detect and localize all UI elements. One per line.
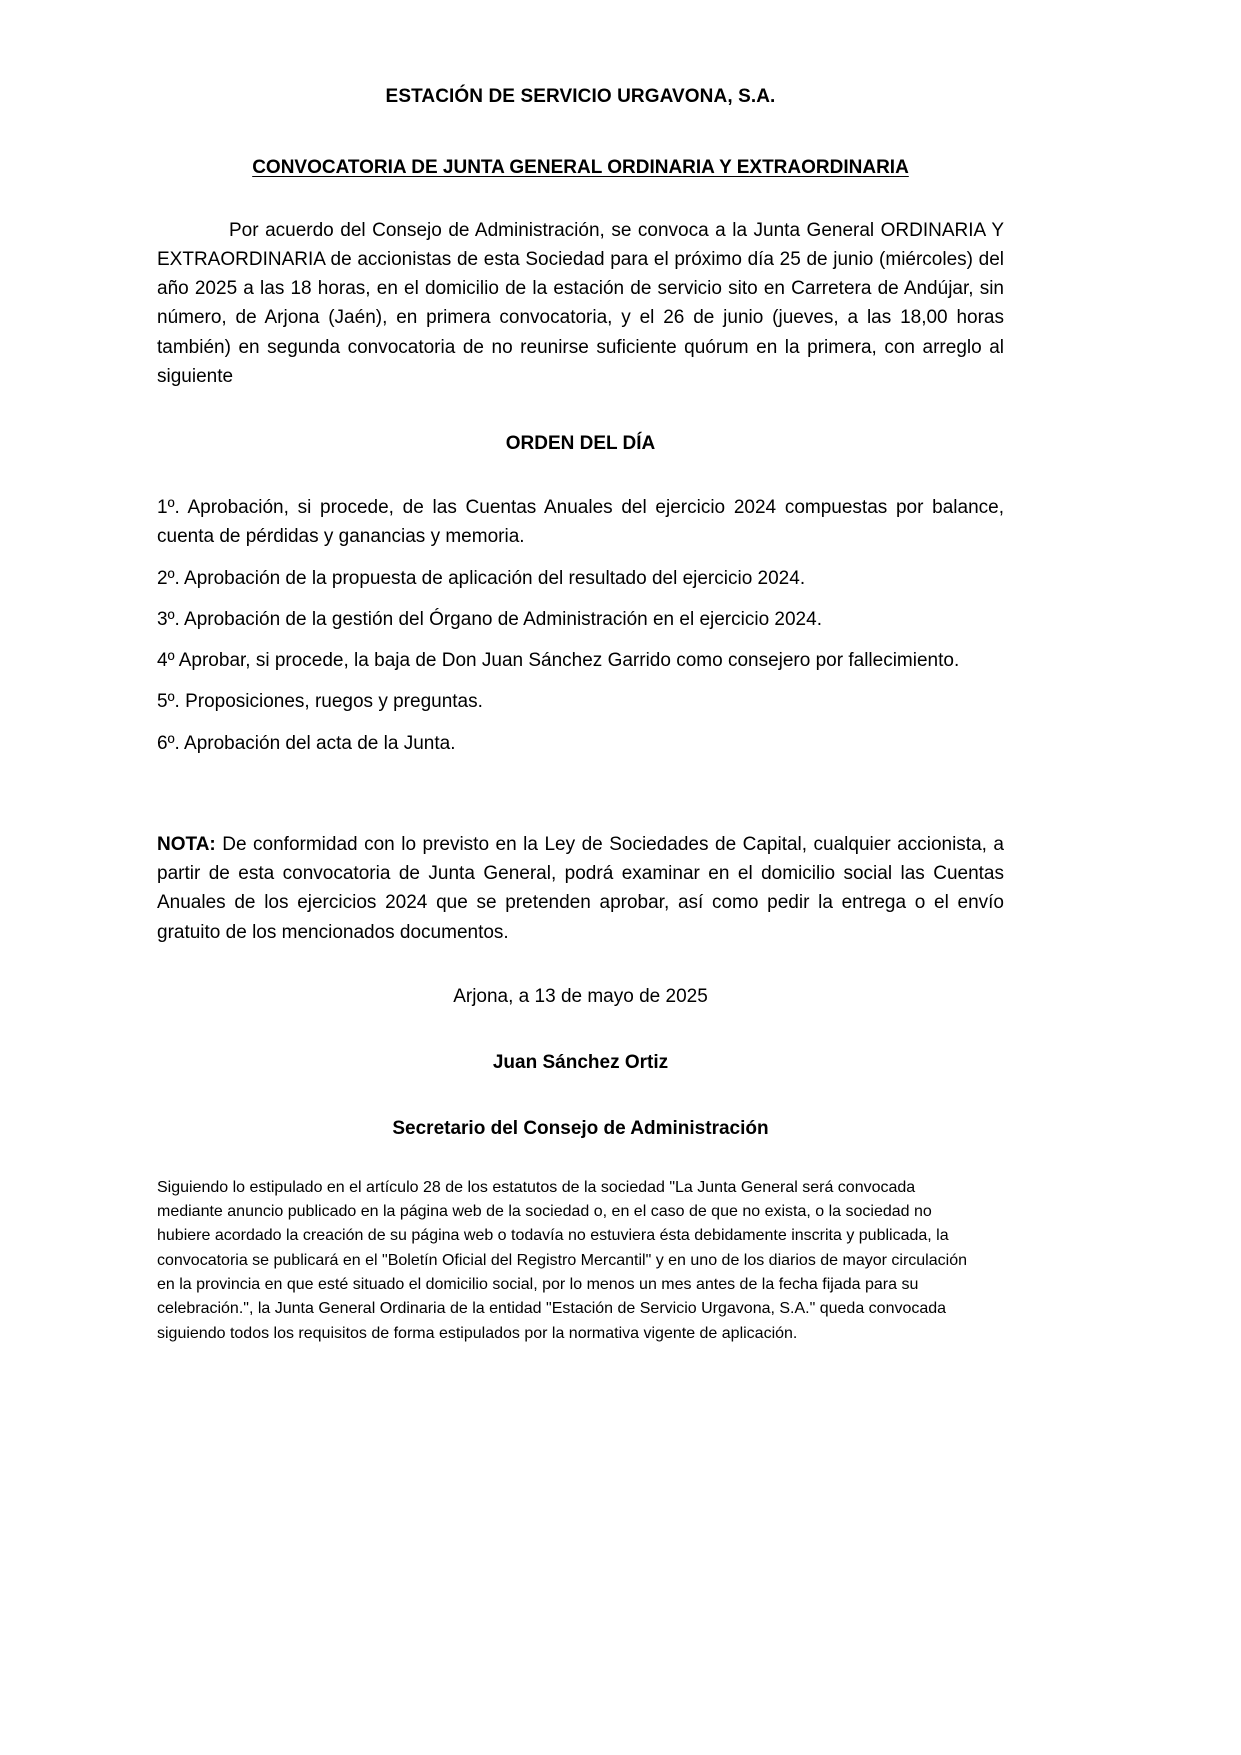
agenda-item: 1º. Aprobación, si procede, de las Cuentas Anuales del ejercicio 2024 compuestas por balance, cuenta de pérdidas y ganancias y memoria.	[157, 497, 1004, 548]
agenda-heading: ORDEN DEL DÍA	[505, 433, 656, 454]
nota-paragraph	[157, 758, 1004, 947]
agenda-item: 5º. Proposiciones, ruegos y preguntas.	[157, 691, 483, 713]
company-title: ESTACIÓN DE SERVICIO URGAVONA, S.A.	[385, 86, 776, 107]
signature-date: Arjona, a 13 de mayo de 2025	[453, 985, 708, 1007]
document-content	[157, 0, 1004, 1346]
nota-body: De conformidad con lo previsto en la Ley de Sociedades de Capital, cualquier accionista, a partir de esta convocatoria de Junta General, podrá examinar en el domicilio social las Cuentas Anuales de los ejercicios 2024 que se pretenden aprobar, así como pedir la entrega o el envío gratuito de los mencionados documentos.	[157, 833, 1004, 943]
agenda-item: 3º. Aprobación de la gestión del Órgano de Administración en el ejercicio 2024.	[157, 608, 822, 630]
nota-label: NOTA:	[157, 833, 216, 855]
agenda-item: 6º. Aprobación del acta de la Junta.	[157, 732, 456, 754]
signatory-role: Secretario del Consejo de Administración	[392, 1117, 769, 1139]
agenda-item: 2º. Aprobación de la propuesta de aplicación del resultado del ejercicio 2024.	[157, 567, 806, 589]
signatory-name: Juan Sánchez Ortiz	[492, 1051, 669, 1073]
document-subtitle-text: CONVOCATORIA DE JUNTA GENERAL ORDINARIA Y EXTRAORDINARIA	[252, 156, 909, 178]
document-subtitle	[157, 109, 1004, 180]
intro-paragraph: Por acuerdo del Consejo de Administración, se convoca a la Junta General ORDINARIA Y EXTRAORDINARIA de accionistas de esta Sociedad para el próximo día 25 de junio (miércoles) del año 2025 a las 18 horas, en el domicilio de la estación de servicio sito en Carretera de Andújar, sin número, de Arjona (Jaén), en primera convocatoria, y el 26 de junio (jueves, a las 18,00 horas también) en segunda convocatoria de no reunirse suficiente quórum en la primera, con arreglo al siguiente	[157, 219, 1004, 387]
agenda-list	[157, 455, 1004, 758]
footer-legal-note: Siguiendo lo estipulado en el artículo 28 de los estatutos de la sociedad "La Junta General será convocada mediante anuncio publicado en la página web de la sociedad o, en el caso de que no exista, o la sociedad no hubiere acordado la creación de su página web o todavía no estuviera ésta debidamente inscrita y publicada, la convocatoria se publicará en el "Boletín Oficial del Registro Mercantil" y en uno de los diarios de mayor circulación en la provincia en que esté situado el domicilio social, por lo menos un mes antes de la fecha fijada para su celebración.", la Junta General Ordinaria de la entidad "Estación de Servicio Urgavona, S.A." queda convocada siguiendo todos los requisitos de forma estipulados por la normativa vigente de aplicación.	[157, 1178, 967, 1342]
agenda-item: 4º Aprobar, si procede, la baja de Don Juan Sánchez Garrido como consejero por fallecimiento.	[157, 650, 960, 671]
